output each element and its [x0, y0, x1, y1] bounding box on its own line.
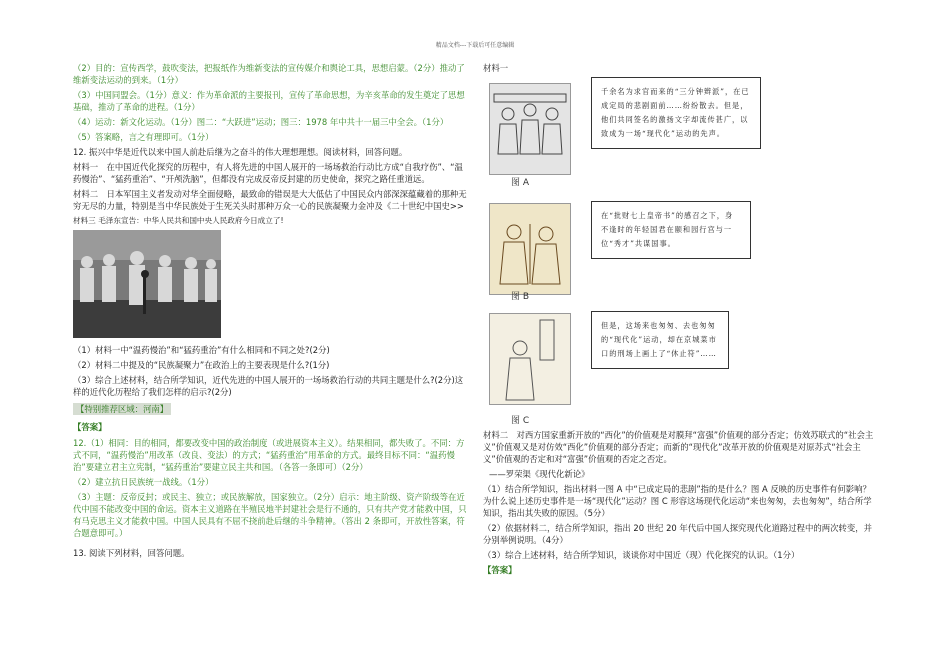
figure-c-callout: 但是，这场来也匆匆、去也匆匆的“现代化”运动，却在京城菜市口的刑场上画上了“休止符”……	[591, 311, 729, 369]
question-13-1: （1）结合所学知识，指出材料一图 A 中“已成定局的悲剧”指的是什么？图 A 反映的历史事件有何影响？为什么说上述历史事件是一场“现代化”运动？图 C 形容这场现代化运动“来也匆匆，去也匆匆”，结合所学知识，指出其失败的原因。（5分）	[483, 484, 872, 518]
figure-a-callout: 千余名为求官而来的“三分钟辫派”，在已成定局的悲剧面前……纷纷散去。但是，他们共同签名的激扬文字却流传甚广，以致成为一场“现代化”运动的先声。	[591, 77, 761, 149]
figure-b-callout: 在“批财七上皇帝书”的感召之下，身不逢时的年轻国君在颐和园行宫与一位“秀才”共谋国事。	[591, 201, 751, 259]
figure-b-illustration	[489, 203, 571, 295]
figure-a-caption: 图 A	[511, 178, 530, 188]
answer-label: 【答案】	[73, 422, 107, 432]
question-12-1: （1）材料一中“温药慢治”和“猛药重治”有什么相同和不同之处?(2分)	[73, 345, 330, 355]
question-13-stem: 13. 阅读下列材料，回答问题。	[73, 548, 190, 558]
question-13-2: （2）依据材料二，结合所学知识，指出 20 世纪 20 年代后中国人探究现代化道路过程中的两次转变，并分别举例说明。（4分）	[483, 523, 873, 545]
question-13-3: （3）综合上述材料，结合所学知识，谈谈你对中国近（现）代化探究的认识。（1分）	[483, 550, 800, 560]
right-column	[483, 62, 878, 580]
left-column	[73, 62, 468, 562]
answer-line: （2）目的：宣传西学，鼓吹变法，把报纸作为维新变法的宣传媒介和舆论工具，思想启蒙。（2分）推动了维新变法运动的到来。（1分）	[73, 63, 465, 85]
figure-c-drawing	[490, 314, 570, 404]
figure-a	[483, 77, 878, 193]
page-header: 精品文档---下载后可任意编辑	[435, 42, 515, 49]
answer-line: （3）中国同盟会。（1分）意义：作为革命派的主要报刊，宣传了革命思想，为辛亥革命的发生奠定了思想基础，推动了革命的进程。（1分）	[73, 90, 465, 112]
answer-12-1: 12.（1）相同：目的相同，都要改变中国的政治制度（或进展资本主义）。结果相同，都失败了。不同：方式不同，“温药慢治”用改革（改良、变法）的方式；“猛药重治”用革命的方式。最终目标不同：“温药慢治”要建立君主立宪制，“猛药重治”要建立民主共和国。（各答一条即可）（2分）	[73, 438, 465, 472]
material-2-source: ——罗荣渠《现代化新论》	[489, 469, 590, 479]
question-12-2: （2）材料二中提及的“民族凝聚力”在政治上的主要表现是什么?(1分)	[73, 360, 330, 370]
material-2-text: 材料二 对西方国家重新开放的“西化”的价值观是对膜拜“富强”价值观的部分否定；仿效苏联式的“社会主义”价值观又是对仿效“西化”价值观的部分否定；而新的“现代化”改革开放的价值观是对原苏式“社会主义”价值观的否定和对“富强”价值观的否定之否定。	[483, 430, 874, 464]
answer-label: 【答案】	[483, 565, 517, 575]
answer-12-2: （2）建立抗日民族统一战线。（1分）	[73, 477, 214, 487]
figure-a-illustration	[489, 83, 571, 175]
figure-a-drawing	[490, 84, 570, 174]
region-tag: 【特别推荐区域：河南】	[73, 403, 171, 415]
material-2-text: 材料二 日本军国主义者发动对华全面侵略，最致命的错误是大大低估了中国民众内部深深蕴藏着的那种无穷无尽的力量，特别是当中华民族处于生死关头时那种万众一心的民族凝聚力金冲及《二十世纪中国史>>	[73, 189, 467, 211]
answer-line: （5）答案略，言之有理即可。（1分）	[73, 132, 214, 142]
answer-12-3: （3）主题：反帝反封；或民主、独立；或民族解放，国家独立。（2分）启示：地主阶级、资产阶级等在近代中国不能改变中国的命运。资本主义道路在半殖民地半封建社会是行不通的，只有共产党才能救中国，只有马克思主义才能救中国。中国人民具有不屈不挠前赴后继的斗争精神。（答出 2 条即可，开放性答案，符合题意即可。）	[73, 492, 467, 538]
figure-b-drawing	[490, 204, 570, 294]
photo-illustration	[73, 230, 221, 338]
founding-ceremony-photo	[73, 230, 221, 338]
figure-b	[483, 193, 878, 305]
figure-c-illustration	[489, 313, 571, 405]
material-1-text: 材料一 在中国近代化探究的历程中，有人将先进的中国人展开的一场场救治行动比方成“自我疗伤”、“温药慢治”、“猛药重治”、“开颅洗脑”，但都没有完成反帝反封建的历史使命，探究之路任重道远。	[73, 162, 463, 184]
answer-line: （4）运动：新文化运动。（1分）图二：“大跃进”运动；图三：1978 年中共十一届三中全会。（1分）	[73, 117, 449, 127]
material-1-label: 材料一	[483, 63, 509, 73]
figure-c	[483, 305, 878, 429]
question-12-stem: 12. 振兴中华是近代以来中国人前赴后继为之奋斗的伟大理想理想。阅读材料，回答问题。	[73, 147, 408, 157]
material-3-text: 材料三 毛泽东宣告：中华人民共和国中央人民政府今日成立了!	[73, 216, 284, 225]
question-12-3: （3）综合上述材料，结合所学知识，近代先进的中国人展开的一场场救治行动的共同主题是什么?(2分)这样的近代化历程给了我们怎样的启示?(2分)	[73, 375, 464, 397]
figure-c-caption: 图 C	[511, 416, 530, 426]
figure-b-caption: 图 B	[511, 292, 530, 302]
